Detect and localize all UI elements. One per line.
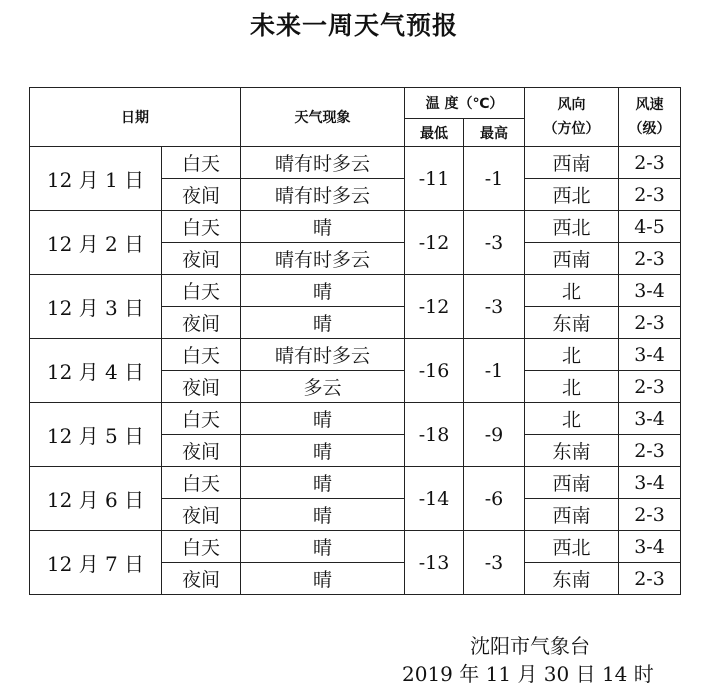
wind-speed-cell: 2-3 bbox=[619, 371, 681, 403]
wind-speed-cell: 2-3 bbox=[619, 243, 681, 275]
header-wind-direction-unit: （方位） bbox=[543, 121, 600, 137]
table-row bbox=[30, 211, 681, 243]
table-row bbox=[30, 531, 681, 563]
wind-speed-cell: 3-4 bbox=[619, 339, 681, 371]
period-cell: 白天 bbox=[162, 275, 241, 307]
period-cell: 白天 bbox=[162, 147, 241, 179]
weather-cell: 多云 bbox=[241, 371, 405, 403]
period-cell: 白天 bbox=[162, 403, 241, 435]
date-cell: 12 月 4 日 bbox=[30, 339, 162, 403]
forecast-table bbox=[29, 87, 681, 595]
weather-cell: 晴 bbox=[241, 499, 405, 531]
wind-direction-cell: 西北 bbox=[525, 179, 619, 211]
weather-cell: 晴 bbox=[241, 211, 405, 243]
temp-min-cell: -18 bbox=[405, 403, 464, 467]
table-row bbox=[30, 467, 681, 499]
wind-direction-cell: 北 bbox=[525, 275, 619, 307]
date-cell: 12 月 3 日 bbox=[30, 275, 162, 339]
wind-speed-cell: 2-3 bbox=[619, 147, 681, 179]
period-cell: 白天 bbox=[162, 467, 241, 499]
period-cell: 白天 bbox=[162, 211, 241, 243]
footer-issue-time: 2019 年 11 月 30 日 14 时 bbox=[402, 662, 654, 686]
weather-cell: 晴 bbox=[241, 563, 405, 595]
period-cell: 白天 bbox=[162, 531, 241, 563]
wind-direction-cell: 西南 bbox=[525, 499, 619, 531]
weather-cell: 晴 bbox=[241, 435, 405, 467]
header-wind-speed bbox=[619, 88, 681, 147]
wind-speed-cell: 3-4 bbox=[619, 467, 681, 499]
weather-cell: 晴 bbox=[241, 307, 405, 339]
table-row bbox=[30, 275, 681, 307]
wind-direction-cell: 西南 bbox=[525, 243, 619, 275]
wind-direction-cell: 西南 bbox=[525, 147, 619, 179]
forecast-table-body bbox=[30, 88, 681, 595]
weather-cell: 晴 bbox=[241, 467, 405, 499]
weather-cell: 晴 bbox=[241, 531, 405, 563]
wind-direction-cell: 西北 bbox=[525, 211, 619, 243]
temp-min-cell: -12 bbox=[405, 275, 464, 339]
date-cell: 12 月 2 日 bbox=[30, 211, 162, 275]
header-wind-direction bbox=[525, 88, 619, 147]
header-weather-phenomenon: 天气现象 bbox=[241, 88, 405, 147]
wind-direction-cell: 东南 bbox=[525, 435, 619, 467]
weather-cell: 晴有时多云 bbox=[241, 179, 405, 211]
footer-organization: 沈阳市气象台 bbox=[470, 634, 590, 658]
wind-speed-cell: 2-3 bbox=[619, 563, 681, 595]
header-temp-max: 最高 bbox=[464, 119, 525, 147]
temp-min-cell: -13 bbox=[405, 531, 464, 595]
temp-max-cell: -6 bbox=[464, 467, 525, 531]
period-cell: 夜间 bbox=[162, 435, 241, 467]
weather-cell: 晴 bbox=[241, 275, 405, 307]
period-cell: 夜间 bbox=[162, 179, 241, 211]
date-cell: 12 月 5 日 bbox=[30, 403, 162, 467]
temp-min-cell: -14 bbox=[405, 467, 464, 531]
period-cell: 夜间 bbox=[162, 307, 241, 339]
wind-direction-cell: 东南 bbox=[525, 563, 619, 595]
header-temperature: 温 度（℃） bbox=[405, 88, 525, 119]
wind-direction-cell: 北 bbox=[525, 339, 619, 371]
period-cell: 夜间 bbox=[162, 371, 241, 403]
weather-cell: 晴 bbox=[241, 403, 405, 435]
temp-max-cell: -3 bbox=[464, 275, 525, 339]
temp-max-cell: -3 bbox=[464, 531, 525, 595]
temp-min-cell: -11 bbox=[405, 147, 464, 211]
wind-direction-cell: 西南 bbox=[525, 467, 619, 499]
temp-max-cell: -1 bbox=[464, 147, 525, 211]
header-wind-direction-label: 风向 bbox=[557, 97, 586, 113]
table-row bbox=[30, 403, 681, 435]
wind-speed-cell: 3-4 bbox=[619, 403, 681, 435]
temp-min-cell: -16 bbox=[405, 339, 464, 403]
wind-speed-cell: 4-5 bbox=[619, 211, 681, 243]
wind-speed-cell: 2-3 bbox=[619, 179, 681, 211]
period-cell: 夜间 bbox=[162, 243, 241, 275]
wind-direction-cell: 东南 bbox=[525, 307, 619, 339]
temp-min-cell: -12 bbox=[405, 211, 464, 275]
period-cell: 夜间 bbox=[162, 563, 241, 595]
date-cell: 12 月 7 日 bbox=[30, 531, 162, 595]
temp-max-cell: -1 bbox=[464, 339, 525, 403]
wind-speed-cell: 2-3 bbox=[619, 435, 681, 467]
period-cell: 白天 bbox=[162, 339, 241, 371]
header-wind-speed-unit: （级） bbox=[628, 121, 671, 137]
temp-max-cell: -9 bbox=[464, 403, 525, 467]
weather-cell: 晴有时多云 bbox=[241, 339, 405, 371]
wind-speed-cell: 2-3 bbox=[619, 307, 681, 339]
document-title: 未来一周天气预报 bbox=[249, 11, 458, 40]
wind-speed-cell: 2-3 bbox=[619, 499, 681, 531]
wind-speed-cell: 3-4 bbox=[619, 275, 681, 307]
wind-speed-cell: 3-4 bbox=[619, 531, 681, 563]
weather-cell: 晴有时多云 bbox=[241, 243, 405, 275]
period-cell: 夜间 bbox=[162, 499, 241, 531]
date-cell: 12 月 6 日 bbox=[30, 467, 162, 531]
header-temp-min: 最低 bbox=[405, 119, 464, 147]
date-cell: 12 月 1 日 bbox=[30, 147, 162, 211]
header-wind-speed-label: 风速 bbox=[635, 97, 664, 113]
wind-direction-cell: 北 bbox=[525, 371, 619, 403]
table-row bbox=[30, 339, 681, 371]
table-row bbox=[30, 147, 681, 179]
wind-direction-cell: 西北 bbox=[525, 531, 619, 563]
wind-direction-cell: 北 bbox=[525, 403, 619, 435]
weather-cell: 晴有时多云 bbox=[241, 147, 405, 179]
temp-max-cell: -3 bbox=[464, 211, 525, 275]
header-date: 日期 bbox=[30, 88, 241, 147]
